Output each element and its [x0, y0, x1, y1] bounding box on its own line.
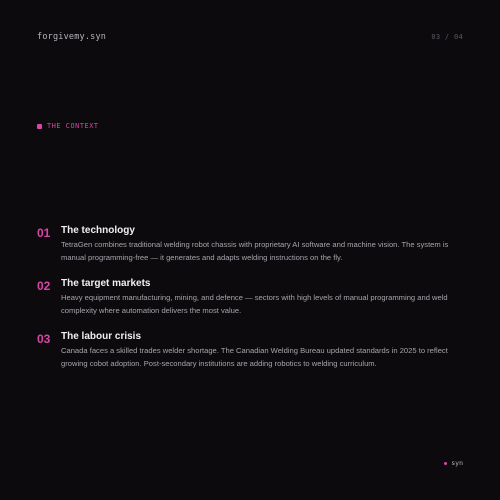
footer-tag — [444, 459, 463, 467]
item-number: 01 — [37, 226, 51, 240]
item-number: 03 — [37, 332, 51, 346]
item-text: Canada faces a skilled trades welder shortage. The Canadian Welding Bureau updated standards in 2025 to reflect growing cobot adoption. Post-secondary institutions are adding robotics to welding curriculum. — [61, 346, 448, 368]
item-text: Heavy equipment manufacturing, mining, and defence — sectors with high levels of manual programming and weld complexity where automation delivers the most value. — [61, 293, 448, 315]
list-item — [37, 330, 467, 370]
square-bullet-icon — [37, 124, 42, 129]
item-body — [61, 224, 467, 264]
list-item — [37, 277, 467, 317]
footer-label: syn — [451, 459, 463, 467]
context-list — [37, 224, 467, 383]
section-label: THE CONTEXT — [47, 122, 99, 130]
item-title: The labour crisis — [61, 331, 142, 342]
item-body — [61, 330, 467, 370]
item-title: The target markets — [61, 278, 151, 289]
item-title: The technology — [61, 225, 135, 236]
item-text: TetraGen combines traditional welding robot chassis with proprietary AI software and machine vision. The system is manual programming-free — it generates and adapts welding instructions on the fly. — [61, 240, 449, 262]
section-tag — [37, 122, 99, 130]
list-item — [37, 224, 467, 264]
item-body — [61, 277, 467, 317]
item-number: 02 — [37, 279, 51, 293]
dot-icon — [444, 462, 447, 465]
page-counter: 03 / 04 — [431, 33, 463, 41]
brand-name: forgivemy.syn — [37, 32, 107, 42]
